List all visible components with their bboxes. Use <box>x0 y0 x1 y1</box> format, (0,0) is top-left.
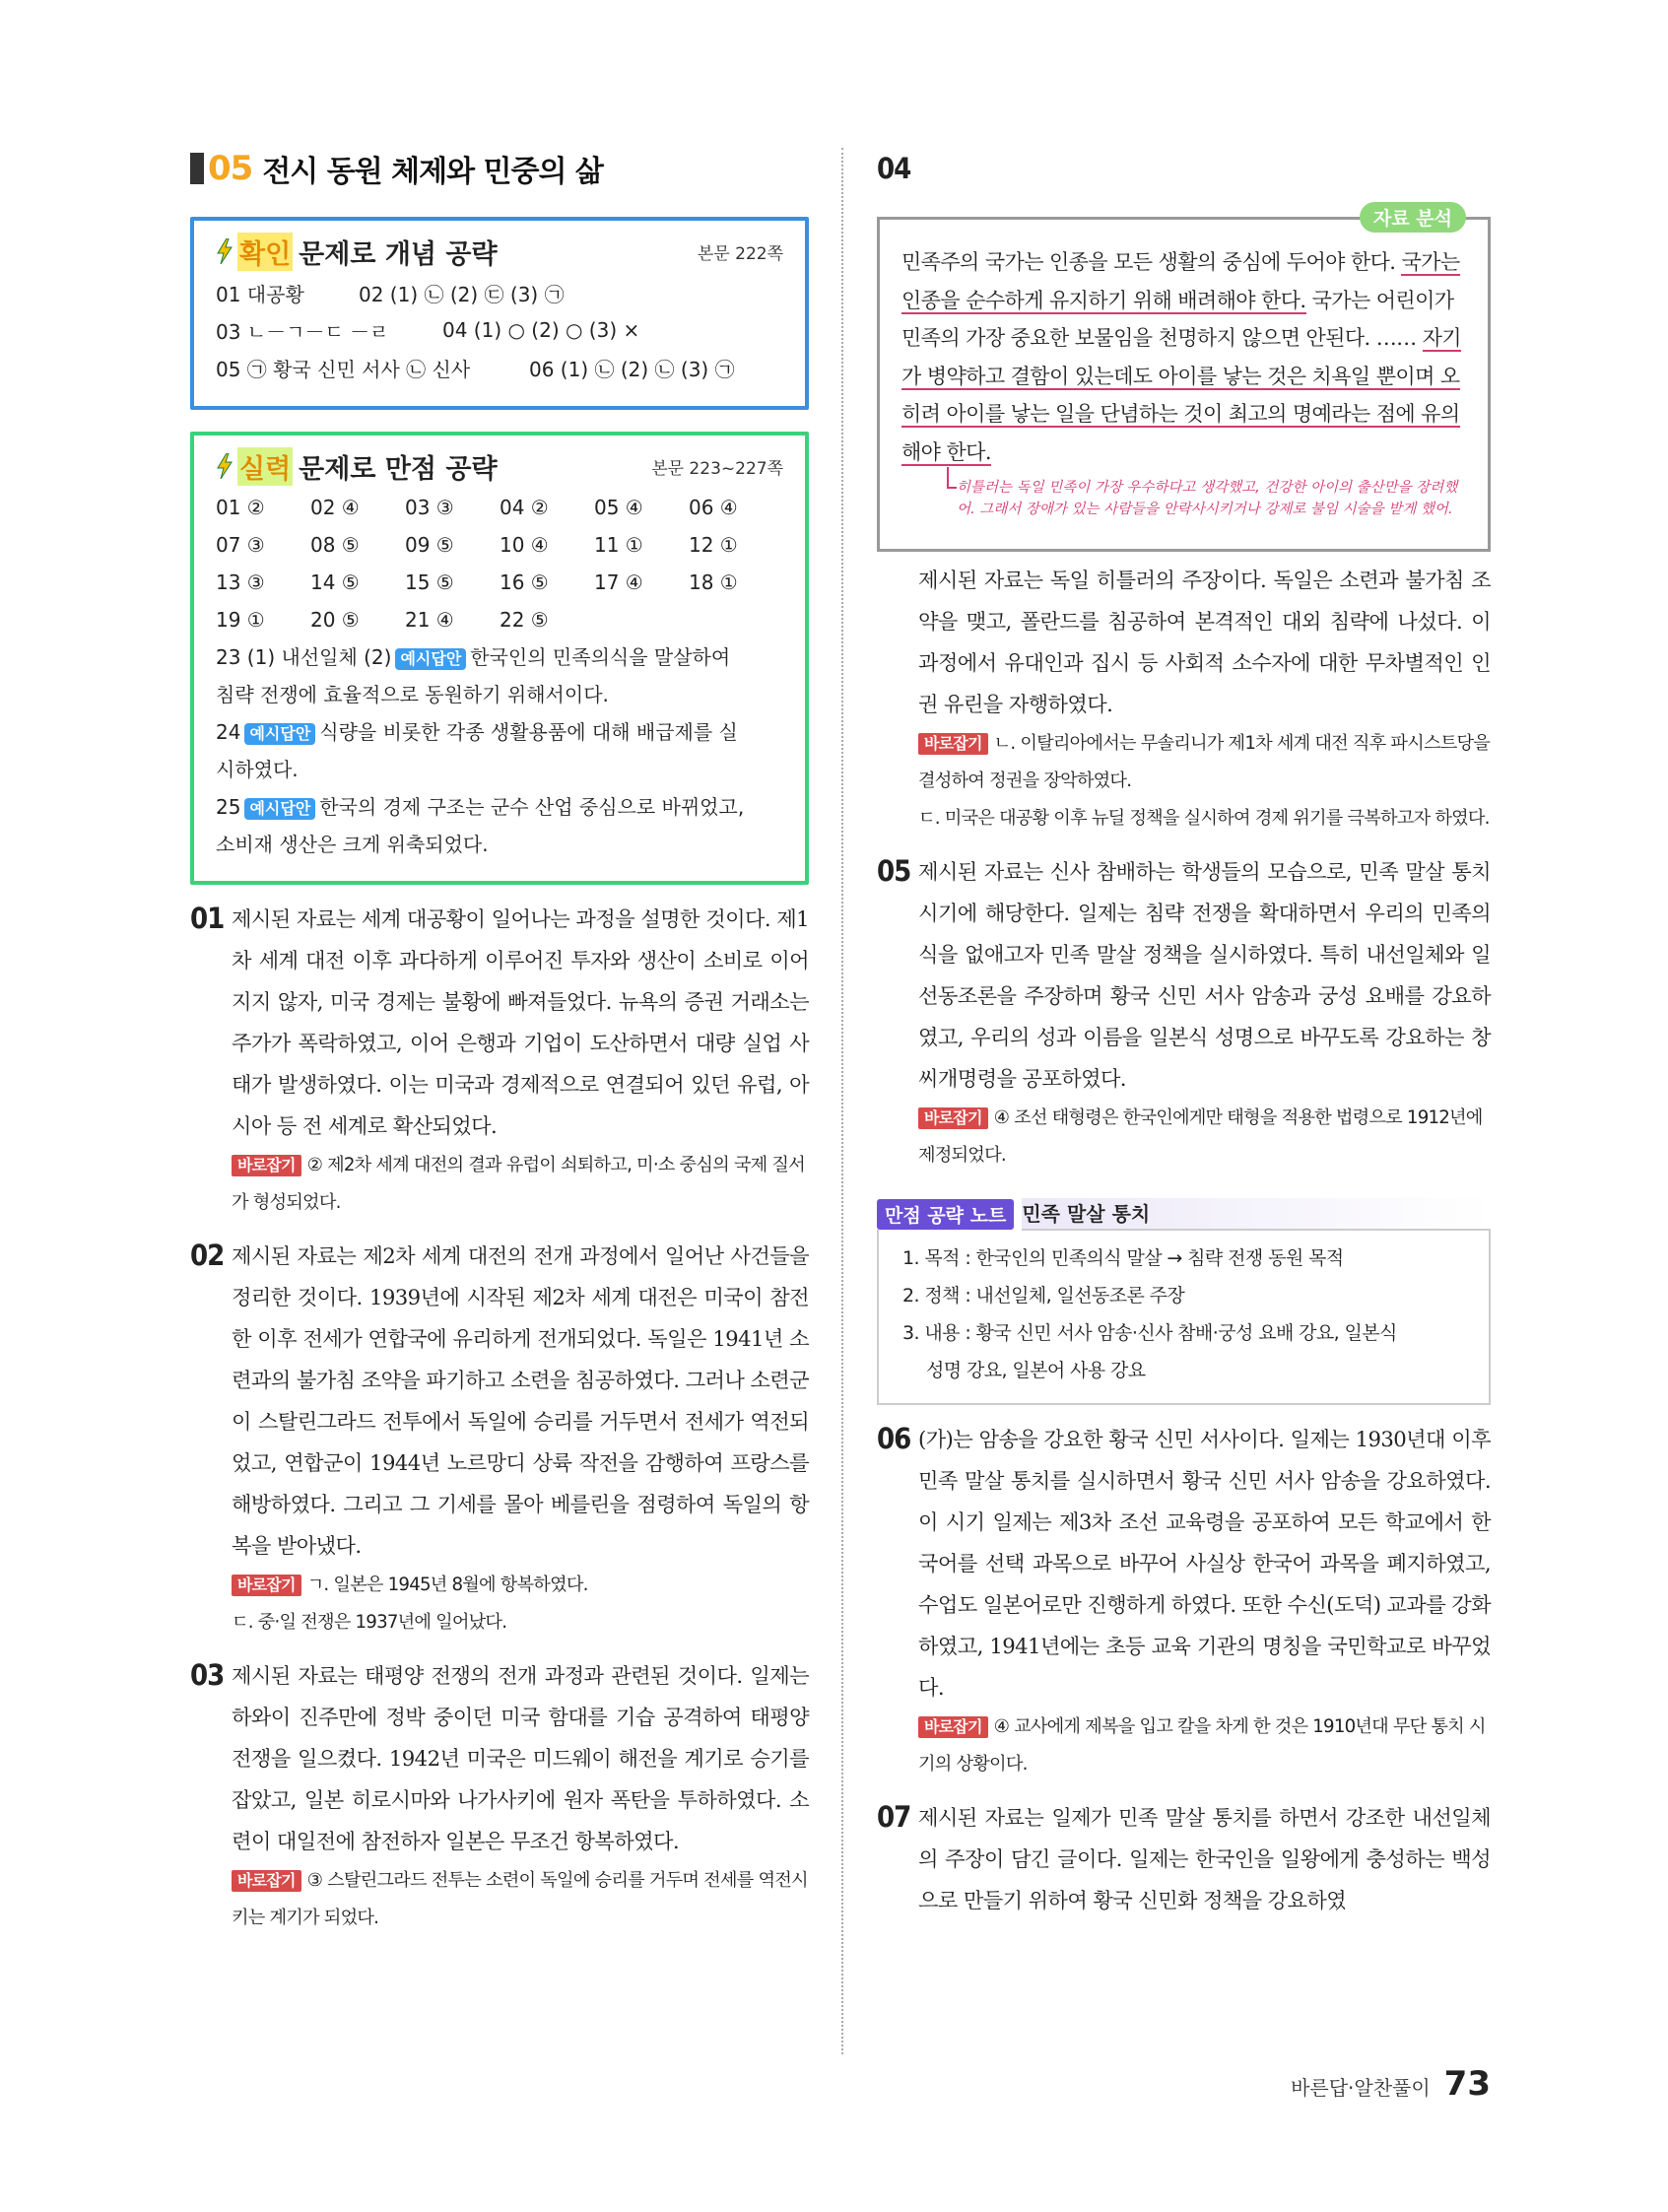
section-marker <box>190 153 204 184</box>
answer-cell: 13 ③ <box>216 570 265 594</box>
lightning-icon <box>216 453 234 479</box>
answer-row: 05 ㉠ 황국 신민 서사 ㉡ 신사 06 (1) ㉡ (2) ㉡ (3) ㉠ <box>216 357 735 381</box>
correction-tag: 바로잡기 <box>918 733 988 755</box>
question-number: 06 <box>877 1422 911 1455</box>
correction-note: 바로잡기 ② 제2차 세계 대전의 결과 유럽이 쇠퇴하고, 미·소 중심의 국제 질서가 형성되었다. <box>232 1155 805 1213</box>
explanation-01 <box>190 899 809 1222</box>
answer-cell: 09 ⑤ <box>405 533 454 557</box>
explanation-text: (가)는 암송을 강요한 황국 신민 서사이다. 일제는 1930년대 이후 민족 말살 통치를 실시하면서 황국 신민 서사 암송을 강요하였다. 이 시기 일제는 제3차 조선 교육령을 공포하여 모든 학교에서 한국어를 선택 과목으로 바꾸어 사실상 한국어 과목을 폐지하였고, 수업도 일본어로만 진행하게 하였다. 또한 수신(도덕) 교과를 강화하였고, 1941년에는 초등 교육 기관의 명칭을 국민학교로 바꾸었다. <box>918 1427 1491 1700</box>
section-header <box>190 146 809 191</box>
question-number: 01 <box>190 902 225 935</box>
note-point-header <box>877 1198 1491 1230</box>
right-column <box>877 146 1491 1921</box>
explanation-04 <box>918 560 1491 838</box>
source-analysis-label: 자료 분석 <box>1360 202 1466 233</box>
example-answer-tag: 예시답안 <box>244 798 315 820</box>
answer-23: 23 (1) 내선일체 (2) 예시답안 한국인의 민족의식을 말살하여 침략 전쟁에 효율적으로 동원하기 위해서이다. <box>216 645 731 706</box>
answer-cell: 12 ① <box>689 533 738 557</box>
correction-tag: 바로잡기 <box>232 1870 301 1892</box>
skill-page-ref: 본문 223~227쪽 <box>651 458 783 479</box>
correction-tag: 바로잡기 <box>918 1716 988 1738</box>
answer-cell: 10 ④ <box>500 533 549 557</box>
explanation-05 <box>877 851 1491 1174</box>
note-point-label: 만점 공략 노트 <box>877 1199 1014 1230</box>
note-item: 2. 정책 : 내선일체, 일선동조론 주장 <box>902 1285 1185 1307</box>
footer-label: 바른답·알찬풀이 <box>1291 2076 1431 2100</box>
explanation-06 <box>877 1419 1491 1783</box>
explanation-text: 제시된 자료는 신사 참배하는 학생들의 모습으로, 민족 말살 통치 시기에 해당한다. 일제는 침략 전쟁을 확대하면서 우리의 민족의식을 없애고자 민족 말살 정책을 실시하였다. 특히 내선일체와 일선동조론을 주장하며 황국 신민 서사 암송과 궁성 요배를 강요하였고, 우리의 성과 이름을 일본식 성명으로 바꾸도록 강요하는 창씨개명령을 공포하였다. <box>918 859 1491 1091</box>
answer-cell: 05 ④ <box>594 496 643 519</box>
answer-cell: 14 ⑤ <box>310 570 360 594</box>
answer-cell: 15 ⑤ <box>405 570 454 594</box>
section-number: 05 <box>208 149 253 188</box>
concept-answer-box <box>190 217 809 410</box>
section-title: 전시 동원 체제와 민중의 삶 <box>262 155 603 189</box>
answer-25: 25 예시답안 한국의 경제 구조는 군수 산업 중심으로 바뀌었고, 소비재 생산은 크게 위축되었다. <box>216 795 745 856</box>
note-item: 3. 내용 : 황국 신민 서사 암송·신사 참배·궁성 요배 강요, 일본식 <box>902 1322 1397 1344</box>
explanation-03 <box>190 1655 809 1937</box>
answer-cell: 21 ④ <box>405 608 454 632</box>
question-number: 02 <box>190 1239 225 1272</box>
answer-cell: 11 ① <box>594 533 643 557</box>
explanation-02 <box>190 1236 809 1642</box>
answer-cell: 02 ④ <box>310 496 360 519</box>
answer-cell: 04 ② <box>500 496 549 519</box>
note-item: 1. 목적 : 한국인의 민족의식 말살 → 침략 전쟁 동원 목적 <box>902 1247 1344 1269</box>
underlined-text: 자기가 병약하고 결함이 있는데도 아이를 낳는 것은 치욕일 뿐이며 오히려 아이를 낳는 일을 단념하는 것이 최고의 명예라는 점에 유의해야 한다. <box>901 326 1461 464</box>
concept-box-header <box>216 229 783 274</box>
explanation-text: 제시된 자료는 제2차 세계 대전의 전개 과정에서 일어난 사건들을 정리한 것이다. 1939년에 시작된 제2차 세계 대전은 미국이 참전한 이후 전세가 연합국에 유리하게 전개되었다. 독일은 1941년 소련과의 불가침 조약을 파기하고 소련을 침공하였다. 그러나 소련군이 스탈린그라드 전투에서 독일에 승리를 거두면서 전세가 역전되었고, 연합군이 1944년 노르망디 상륙 작전을 감행하여 프랑스를 해방하였다. 그리고 그 기세를 몰아 베를린을 점령하여 독일의 항복을 받아냈다. <box>232 1243 809 1558</box>
correction-note: 바로잡기 ④ 조선 태형령은 한국인에게만 태형을 적용한 법령으로 1912년에 제정되었다. <box>918 1107 1483 1166</box>
correction-note: 바로잡기 ㄴ. 이탈리아에서는 무솔리니가 제1차 세계 대전 직후 파시스트당을 결성하여 정권을 장악하였다. ㄷ. 미국은 대공황 이후 뉴딜 정책을 실시하여 경제 위기를 극복하고자 하였다. <box>918 733 1491 829</box>
answer-cell: 20 ⑤ <box>310 608 360 632</box>
correction-tag: 바로잡기 <box>232 1575 301 1596</box>
source-text: 민족주의 국가는 인종을 모든 생활의 중심에 두어야 한다. 국가는 인종을 순수하게 유지하기 위해 배려해야 한다. 국가는 어린이가 민족의 가장 중요한 보물임을 천명하지 않으면 안된다. …… 자기가 병약하고 결함이 있는데도 아이를 낳는 것은 치욕일 뿐이며 오히려 아이를 낳는 일을 단념하는 것이 최고의 명예라는 점에 유의해야 한다. <box>901 250 1461 464</box>
question-number: 04 <box>877 152 911 185</box>
question-number: 03 <box>190 1658 225 1692</box>
explanation-text: 제시된 자료는 세계 대공황이 일어나는 과정을 설명한 것이다. 제1차 세계 대전 이후 과다하게 이루어진 투자와 생산이 소비로 이어지지 않자, 미국 경제는 불황에 빠져들었다. 뉴욕의 증권 거래소는 주가가 폭락하였고, 이어 은행과 기업이 도산하면서 대량 실업 사태가 발생하였다. 이는 미국과 경제적으로 연결되어 있던 유럽, 아시아 등 전 세계로 확산되었다. <box>232 906 809 1138</box>
answer-row: 03 ㄴ－ㄱ－ㄷ －ㄹ 04 (1) ○ (2) ○ (3) × <box>216 318 640 344</box>
answer-cell: 19 ① <box>216 608 265 632</box>
correction-note: 바로잡기 ㄱ. 일본은 1945년 8월에 항복하였다. ㄷ. 중·일 전쟁은 1937년에 일어났다. <box>232 1575 588 1633</box>
explanation-text: 제시된 자료는 독일 히틀러의 주장이다. 독일은 소련과 불가침 조약을 맺고, 폴란드를 침공하여 본격적인 대외 침략에 나섰다. 이 과정에서 유대인과 집시 등 사회적 소수자에 대한 무차별적인 인권 유린을 자행하였다. <box>918 568 1491 716</box>
skill-answer-box <box>190 432 809 885</box>
answer-row: 01 대공황 02 (1) ㉡ (2) ㉢ (3) ㉠ <box>216 282 565 306</box>
answer-24: 24 예시답안 식량을 비롯한 각종 생활용품에 대해 배급제를 실 시하였다. <box>216 720 738 781</box>
note-point-title: 민족 말살 통치 <box>1022 1198 1491 1231</box>
example-answer-tag: 예시답안 <box>395 648 466 670</box>
concept-page-ref: 본문 222쪽 <box>697 243 783 264</box>
concept-title-highlight: 확인 <box>237 233 293 271</box>
explanation-text: 제시된 자료는 일제가 민족 말살 통치를 하면서 강조한 내선일체의 주장이 담긴 글이다. 일제는 한국인을 일왕에게 충성하는 백성으로 만들기 위하여 황국 신민화 정책을 강요하였 <box>918 1805 1491 1912</box>
correction-note: 바로잡기 ④ 교사에게 제복을 입고 칼을 차게 한 것은 1910년대 무단 통치 시기의 상황이다. <box>918 1716 1486 1775</box>
answer-cell: 22 ⑤ <box>500 608 549 632</box>
answer-cell: 18 ① <box>689 570 738 594</box>
page-number: 73 <box>1443 2064 1491 2104</box>
answer-cell: 08 ⑤ <box>310 533 360 557</box>
answer-grid <box>216 489 783 638</box>
answer-cell: 16 ⑤ <box>500 570 549 594</box>
underlined-text: 국가는 인종을 순수하게 유지하기 위해 배려해야 한다. <box>901 250 1460 312</box>
answer-cell: 03 ③ <box>405 496 454 519</box>
left-column <box>190 146 809 1937</box>
correction-tag: 바로잡기 <box>918 1107 988 1129</box>
explanation-text: 제시된 자료는 태평양 전쟁의 전개 과정과 관련된 것이다. 일제는 하와이 진주만에 정박 중이던 미국 함대를 기습 공격하여 태평양 전쟁을 일으켰다. 1942년 미국은 미드웨이 해전을 계기로 승기를 잡았고, 일본 히로시마와 나가사키에 원자 폭탄을 투하하였다. 소련이 대일전에 참전하자 일본은 무조건 항복하였다. <box>232 1663 809 1853</box>
example-answer-tag: 예시답안 <box>244 723 315 745</box>
concept-title: 문제로 개념 공략 <box>299 238 498 270</box>
lightning-icon <box>216 238 234 264</box>
correction-note: 바로잡기 ③ 스탈린그라드 전투는 소련이 독일에 승리를 거두며 전세를 역전시키는 계기가 되었다. <box>232 1870 808 1928</box>
answer-cell: 17 ④ <box>594 570 643 594</box>
handwritten-note: 히틀러는 독일 민족이 가장 우수하다고 생각했고, 건강한 아이의 출산만을 장려했어. 그래서 장애가 있는 사람들을 안락사시키거나 강제로 불임 시술을 받게 했어. <box>957 477 1470 520</box>
answer-cell: 01 ② <box>216 496 265 519</box>
skill-title: 문제로 만점 공략 <box>299 453 498 485</box>
skill-title-highlight: 실력 <box>237 447 293 486</box>
question-number: 07 <box>877 1800 911 1834</box>
note-point-box <box>877 1230 1491 1405</box>
page-footer <box>1291 2064 1491 2104</box>
note-item: 성명 강요, 일본어 사용 강요 <box>926 1360 1146 1381</box>
column-divider <box>841 148 843 2054</box>
answer-cell: 07 ③ <box>216 533 265 557</box>
explanation-07 <box>877 1797 1491 1921</box>
correction-tag: 바로잡기 <box>232 1155 301 1176</box>
skill-box-header <box>216 443 783 489</box>
source-analysis-box <box>877 208 1491 552</box>
answer-cell: 06 ④ <box>689 496 738 519</box>
question-number: 05 <box>877 854 911 888</box>
